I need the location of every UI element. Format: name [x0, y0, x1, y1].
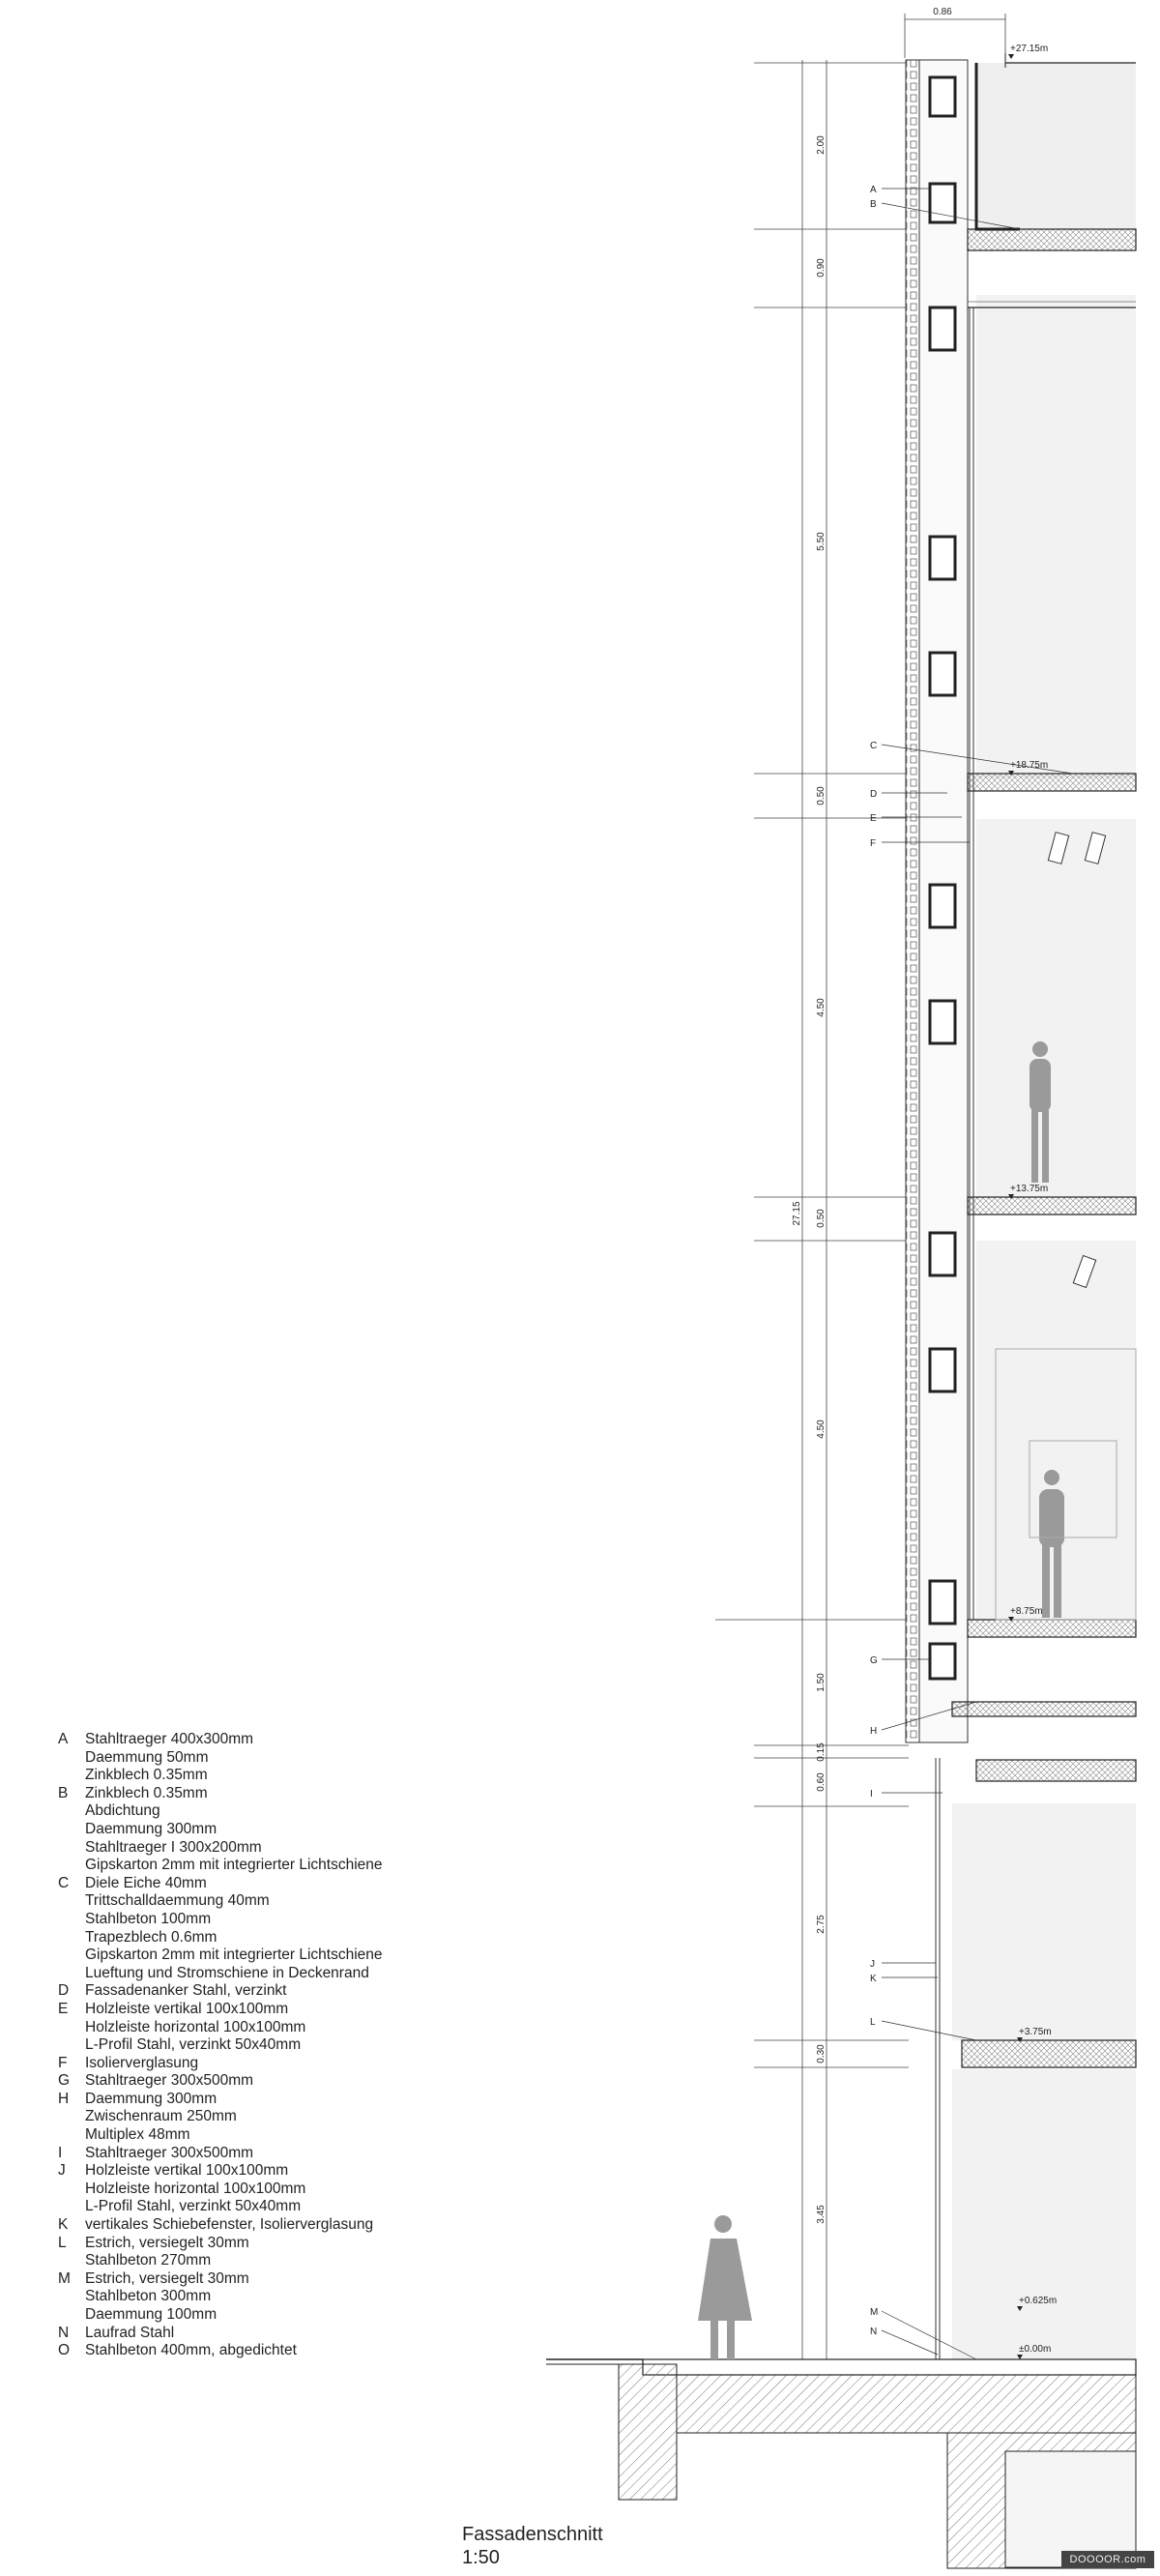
legend-line: vertikales Schiebefenster, Isolierverglasung: [85, 2216, 374, 2234]
legend-line: Multiplex 48mm: [85, 2126, 190, 2144]
legend-line: Isolierverglasung: [85, 2054, 199, 2071]
dimension-label: 4.50: [816, 1420, 826, 1439]
legend-key: N: [58, 2324, 70, 2341]
legend-item: [58, 2235, 383, 2270]
legend-line: Stahltraeger 300x500mm: [85, 2072, 254, 2090]
legend-line: Gipskarton 2mm mit integrierter Lichtschiene: [85, 1857, 383, 1874]
svg-text:D: D: [870, 789, 878, 800]
legend-line: Zinkblech 0.35mm: [85, 1767, 208, 1784]
svg-text:±0.00m: ±0.00m: [1019, 2344, 1052, 2355]
drawing-title: [462, 2523, 603, 2569]
svg-text:I: I: [870, 1789, 873, 1800]
legend-line: Trittschalldaemmung 40mm: [85, 1892, 270, 1910]
dimension-label: 0.15: [816, 1742, 826, 1762]
legend-key: O: [58, 2342, 71, 2359]
dimension-label: 1.50: [816, 1673, 826, 1692]
legend-line: Stahlbeton 270mm: [85, 2252, 212, 2269]
legend-item: [58, 2091, 383, 2145]
legend-line: Stahlbeton 400mm, abgedichtet: [85, 2342, 297, 2359]
svg-text:N: N: [870, 2327, 878, 2337]
legend-line: Stahltraeger 400x300mm: [85, 1731, 254, 1747]
legend-line: Stahltraeger I 300x200mm: [85, 1838, 262, 1856]
legend-line: Gipskarton 2mm mit integrierter Lichtschiene: [85, 1947, 383, 1964]
title-scale: 1:50: [462, 2547, 500, 2568]
svg-text:E: E: [870, 813, 877, 824]
total-dimension: 27.15: [792, 1201, 802, 1226]
legend-item: [58, 1982, 383, 2001]
legend-line: Zwischenraum 250mm: [85, 2108, 237, 2125]
legend-item: [58, 2342, 383, 2360]
legend-item: [58, 2325, 383, 2343]
legend: [58, 1731, 383, 2360]
foundation: [546, 2359, 1136, 2568]
dimension-label: 0.50: [816, 1209, 826, 1228]
legend-key: B: [58, 1784, 69, 1801]
svg-text:+18.75m: +18.75m: [1010, 760, 1049, 771]
svg-text:K: K: [870, 1974, 877, 1984]
legend-line: Holzleiste vertikal 100x100mm: [85, 2162, 289, 2180]
person-figure: [698, 2215, 752, 2359]
legend-key: M: [58, 2269, 71, 2287]
legend-key: K: [58, 2216, 69, 2234]
svg-text:B: B: [870, 199, 877, 210]
legend-key: L: [58, 2234, 67, 2251]
svg-text:H: H: [870, 1726, 878, 1737]
svg-text:M: M: [870, 2307, 879, 2318]
watermark: DOOOOR.com: [1061, 2551, 1154, 2568]
legend-line: Fassadenanker Stahl, verzinkt: [85, 1982, 287, 2000]
callout: [870, 1974, 938, 1984]
dimension-label: 4.50: [816, 998, 826, 1017]
callout: [870, 1959, 936, 1970]
legend-item: [58, 2055, 383, 2073]
legend-key: H: [58, 2090, 70, 2107]
legend-key: G: [58, 2072, 71, 2090]
legend-key: J: [58, 2162, 66, 2180]
legend-line: Diele Eiche 40mm: [85, 1874, 207, 1891]
legend-item: [58, 2145, 383, 2163]
svg-text:L: L: [870, 2017, 876, 2028]
legend-line: Daemmung 50mm: [85, 1748, 209, 1766]
level-marker: [1008, 44, 1048, 59]
svg-text:J: J: [870, 1959, 875, 1970]
dimension-label: 3.45: [816, 2205, 826, 2224]
legend-line: Zinkblech 0.35mm: [85, 1784, 208, 1801]
callout: [870, 2327, 938, 2355]
legend-line: Daemmung 300mm: [85, 2090, 218, 2107]
dimension-label: 5.50: [816, 532, 826, 551]
legend-item: [58, 1785, 383, 1875]
legend-line: L-Profil Stahl, verzinkt 50x40mm: [85, 2036, 302, 2054]
svg-text:+0.625m: +0.625m: [1019, 2296, 1058, 2306]
legend-item: [58, 1875, 383, 1983]
legend-line: Abdichtung: [85, 1802, 160, 1820]
legend-line: Trapezblech 0.6mm: [85, 1928, 218, 1946]
legend-key: E: [58, 2000, 69, 2017]
legend-key: I: [58, 2144, 63, 2161]
legend-line: Laufrad Stahl: [85, 2324, 175, 2341]
legend-line: Holzleiste vertikal 100x100mm: [85, 2000, 289, 2017]
legend-line: Stahlbeton 300mm: [85, 2288, 212, 2305]
svg-text:A: A: [870, 185, 877, 195]
legend-item: [58, 2162, 383, 2216]
legend-item: [58, 2270, 383, 2325]
dimension-label: 2.75: [816, 1915, 826, 1934]
legend-line: Stahlbeton 100mm: [85, 1910, 212, 1927]
svg-text:F: F: [870, 838, 877, 849]
legend-line: Holzleiste horizontal 100x100mm: [85, 2180, 306, 2197]
legend-line: Lueftung und Stromschiene in Deckenrand: [85, 1964, 369, 1981]
title-name: Fassadenschnitt: [462, 2524, 603, 2545]
legend-line: Daemmung 100mm: [85, 2306, 218, 2323]
legend-key: F: [58, 2054, 68, 2071]
legend-line: L-Profil Stahl, verzinkt 50x40mm: [85, 2198, 302, 2215]
svg-text:+13.75m: +13.75m: [1010, 1184, 1049, 1194]
facade-wall: [906, 60, 968, 1742]
dimension-label: 0.50: [816, 786, 826, 805]
svg-text:G: G: [870, 1655, 878, 1666]
dimension-label: 0.90: [816, 258, 826, 278]
legend-line: Holzleiste horizontal 100x100mm: [85, 2018, 306, 2035]
svg-text:+8.75m: +8.75m: [1010, 1606, 1043, 1617]
legend-item: [58, 1731, 383, 1785]
legend-key: D: [58, 1982, 70, 2000]
svg-text:C: C: [870, 741, 878, 751]
svg-text:+27.15m: +27.15m: [1010, 44, 1049, 54]
svg-text:+3.75m: +3.75m: [1019, 2027, 1052, 2037]
dimension-label: 2.00: [816, 135, 826, 155]
legend-key: A: [58, 1731, 69, 1747]
legend-key: C: [58, 1874, 70, 1891]
callout: [870, 1789, 942, 1800]
legend-item: [58, 2216, 383, 2235]
legend-line: Daemmung 300mm: [85, 1820, 218, 1837]
legend-line: Stahltraeger 300x500mm: [85, 2144, 254, 2161]
header-dimension: 0.86: [933, 7, 952, 17]
dimension-label: 0.60: [816, 1772, 826, 1792]
dimension-label: 0.30: [816, 2044, 826, 2064]
legend-line: Estrich, versiegelt 30mm: [85, 2234, 249, 2251]
legend-line: Estrich, versiegelt 30mm: [85, 2269, 249, 2287]
legend-item: [58, 2001, 383, 2055]
legend-item: [58, 2072, 383, 2091]
